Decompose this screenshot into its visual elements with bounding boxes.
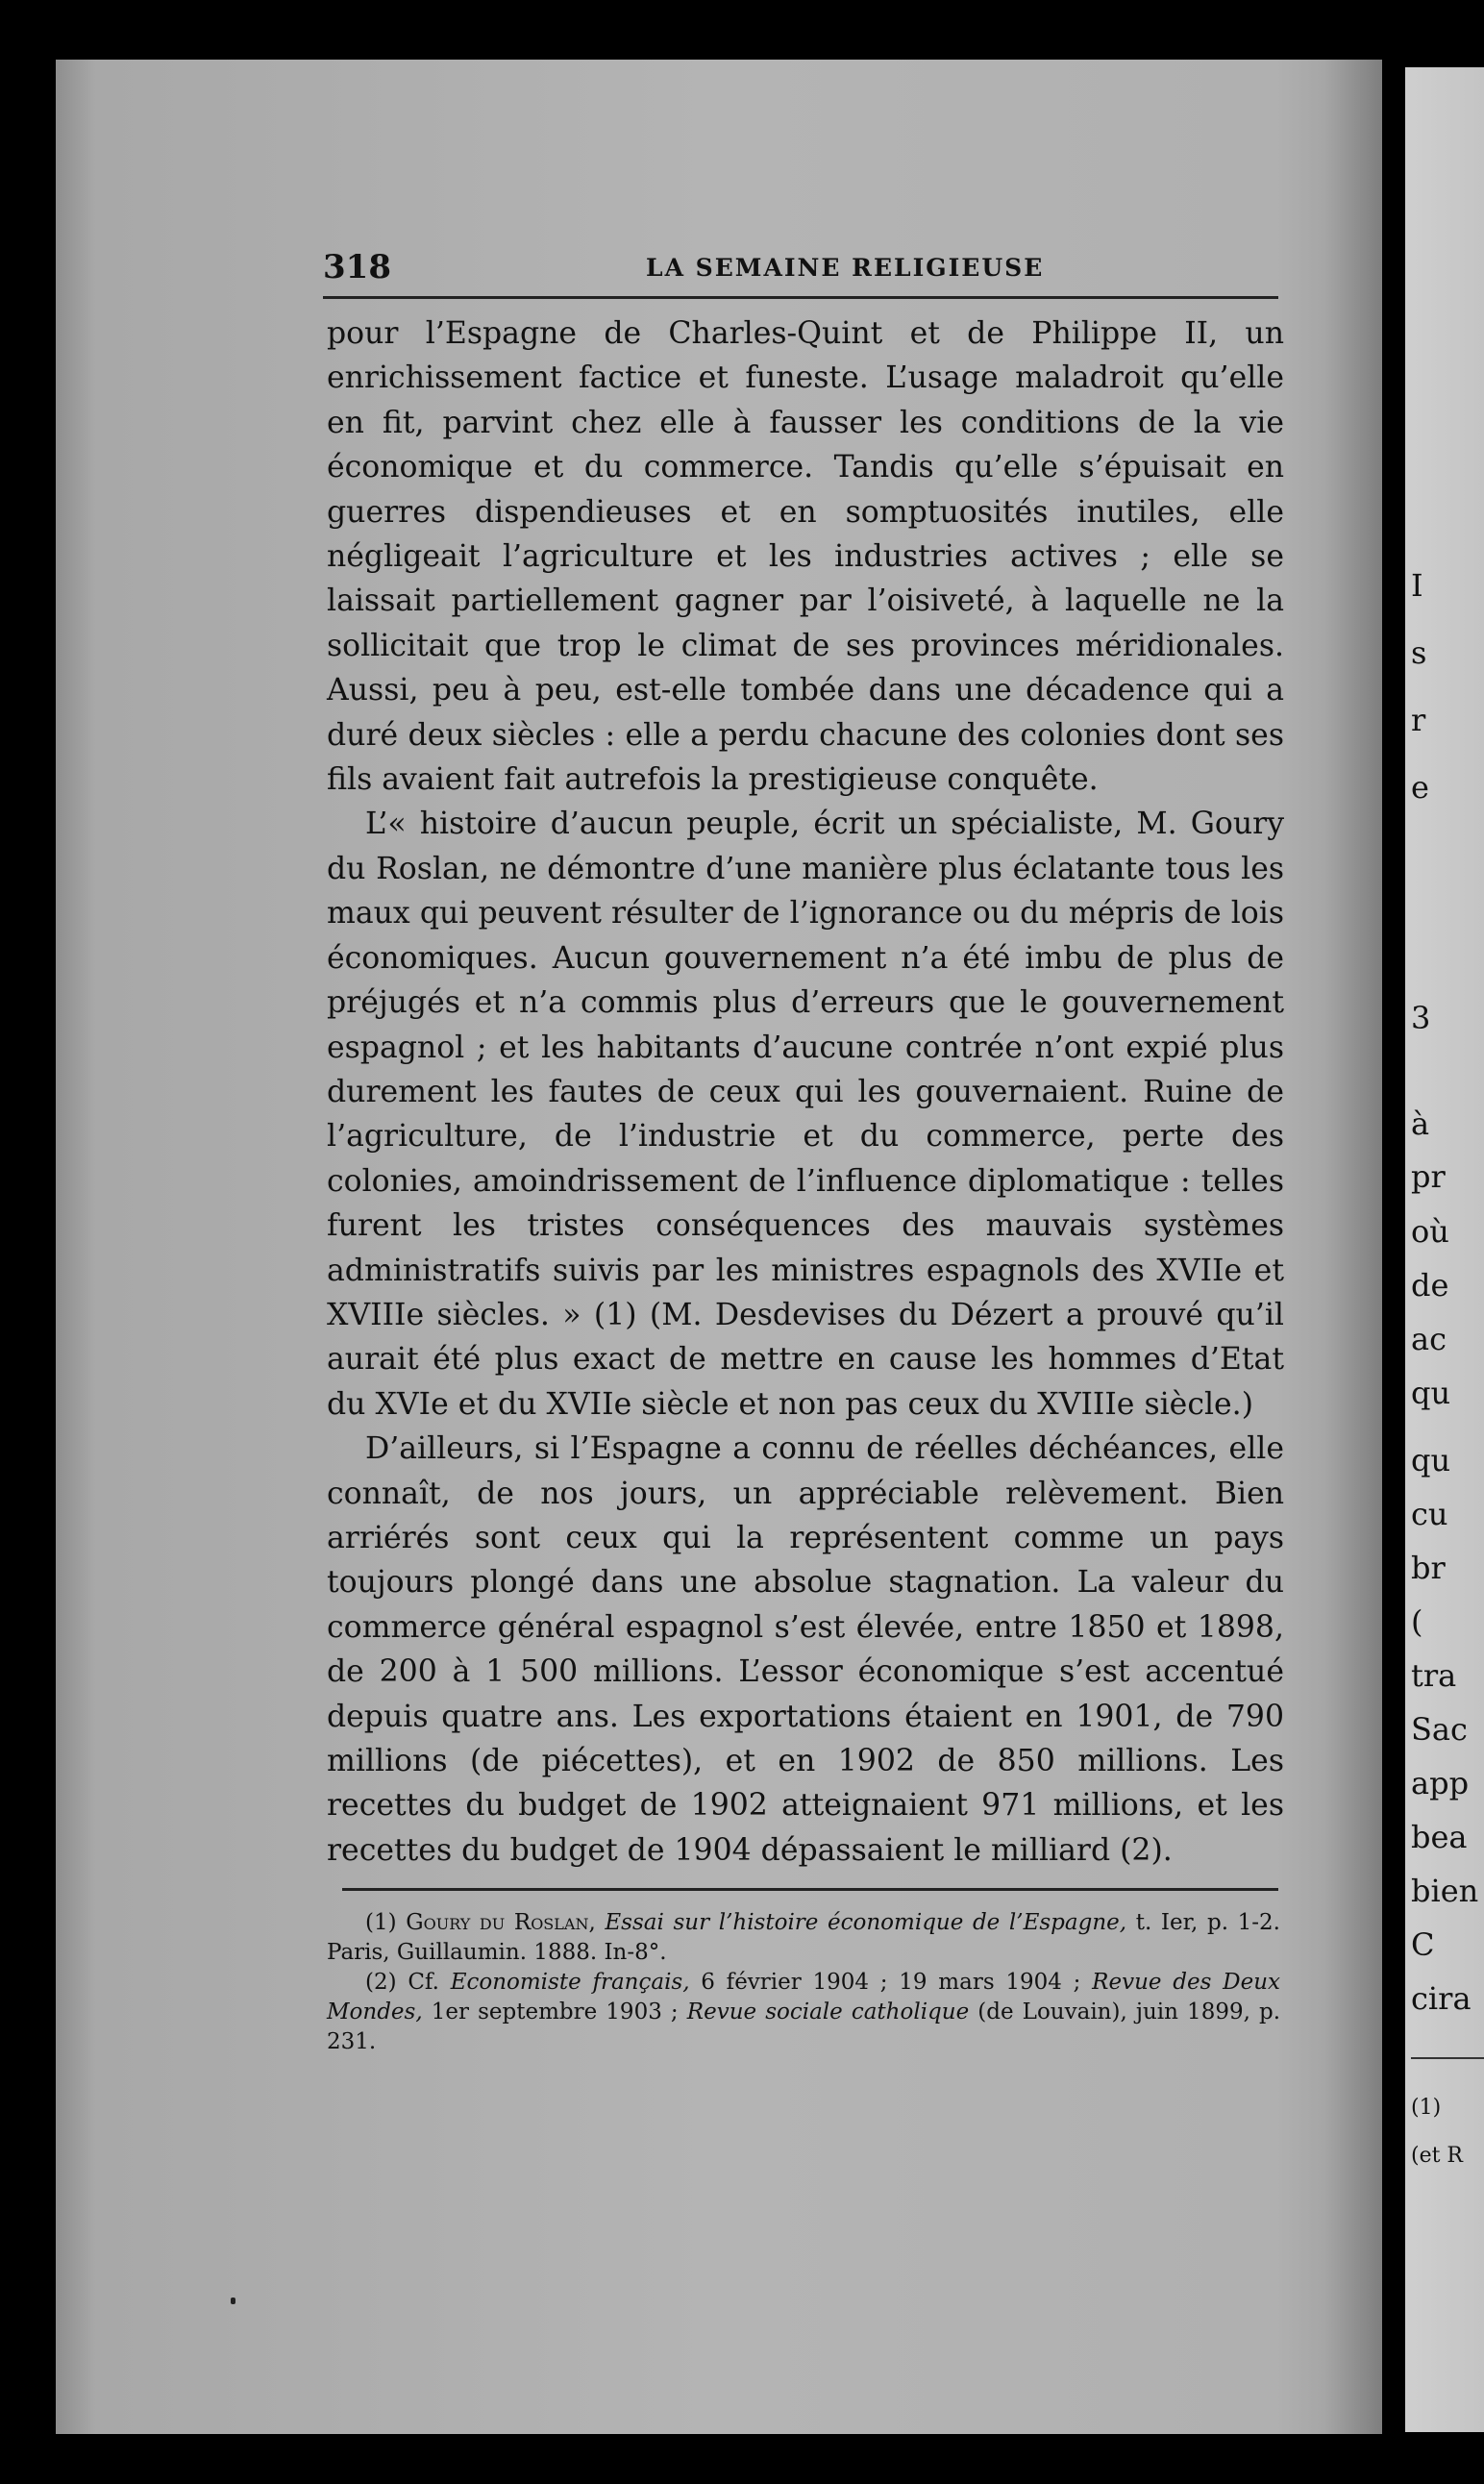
adjacent-page-fragment: s bbox=[1411, 634, 1427, 671]
running-head: LA SEMAINE RELIGIEUSE bbox=[646, 254, 1045, 282]
adjacent-page-fragment: tra bbox=[1411, 1657, 1457, 1694]
footnote-2 bbox=[327, 1968, 1280, 2057]
adjacent-page-fragment: bien bbox=[1411, 1873, 1479, 1909]
footnotes bbox=[327, 1908, 1280, 2057]
adjacent-page-fragment: br bbox=[1411, 1550, 1446, 1586]
body-text bbox=[327, 311, 1284, 1873]
footnote-2-source-3: Revue sociale catholique bbox=[686, 2000, 970, 2024]
scan-speck bbox=[231, 2298, 235, 2304]
paragraph-2: L’« histoire d’aucun peuple, écrit un spécialiste, M. Goury du Roslan, ne démontre d’une manière plus éclatante tous les maux qui peuvent résulter de l’ignorance ou du mépris de lois économiques. Aucun gouvernement n’a été imbu de plus de préjugés et n’a commis plus d’erreurs que le gouvernement espagnol ; et les habitants d’aucune contrée n’ont expié plus durement les fautes de ceux qui les gouvernaient. Ruine de l’agriculture, de l’industrie et du commerce, perte des colonies, amoindrissement de l’influence diplomatique : telles furent les tristes conséquences des mauvais systèmes administratifs suivis par les ministres espagnols des XVIIe et XVIIIe siècles. » (1) (M. Desdevises du Dézert a prouvé qu’il aurait été plus exact de mettre en cause les hommes d’Etat du XVIe et du XVIIe siècle et non pas ceux du XVIIIe siècle.) bbox=[327, 807, 1284, 1422]
adjacent-page-fragment: I bbox=[1411, 567, 1423, 604]
page-header bbox=[323, 248, 1278, 286]
footnote-2-mark: (2) Cf. bbox=[365, 1970, 439, 1995]
adjacent-page-fragment: où bbox=[1411, 1213, 1449, 1250]
paragraph-3: D’ailleurs, si l’Espagne a connu de réelles déchéances, elle connaît, de nos jours, un appréciable relèvement. Bien arriérés sont ceux qui la représentent comme un pays toujours plongé dans une absolue stagnation. La valeur du commerce général espagnol s’est élevée, entre 1850 et 1898, de 200 à 1 500 millions. L’essor économique s’est accentué depuis quatre ans. Les exportations étaient en 1901, de 790 millions (de piécettes), et en 1902 de 850 millions. Les recettes du budget de 1902 atteignaient 971 millions, et les recettes du budget de 1904 dépassaient le milliard (2). bbox=[327, 1431, 1284, 1868]
footnote-1 bbox=[327, 1908, 1280, 1968]
adjacent-page-fragment: cu bbox=[1411, 1496, 1448, 1532]
adjacent-page-fragment: ( bbox=[1411, 1603, 1423, 1640]
adjacent-page-fragment: (et R bbox=[1411, 2144, 1464, 2168]
adjacent-page-fragment: r bbox=[1411, 702, 1426, 738]
footnote-1-rest: t. Ier, p. 1-2. Paris, Guillaumin. 1888. In-8°. bbox=[327, 1910, 1280, 1965]
adjacent-page-fragment: qu bbox=[1411, 1375, 1451, 1411]
header-rule bbox=[323, 296, 1278, 299]
adjacent-page-fragment: cira bbox=[1411, 1980, 1472, 2017]
footnote-1-title: Essai sur l’histoire économique de l’Espagne, bbox=[605, 1910, 1127, 1935]
footnote-2-dates-1: 6 février 1904 ; 19 mars 1904 ; bbox=[701, 1970, 1081, 1995]
footnote-2-rest: (de Louvain), juin 1899, p. 231. bbox=[327, 2000, 1281, 2054]
adjacent-page-rule bbox=[1411, 2057, 1484, 2059]
paragraph-1: pour l’Espagne de Charles-Quint et de Philippe II, un enrichissement factice et funeste. L’usage maladroit qu’elle en fit, parvint chez elle à fausser les conditions de la vie économique et du commerce. Tandis qu’elle s’épuisait en guerres dispendieuses et en somptuosités inutiles, elle négligeait l’agriculture et les industries actives ; elle se laissait partiellement gagner par l’oisiveté, à laquelle ne la sollicitait que trop le climat de ses provinces méridionales. Aussi, peu à peu, est-elle tombée dans une décadence qui a duré deux siècles : elle a perdu chacune des colonies dont ses fils avaient fait autrefois la prestigieuse conquête. bbox=[327, 316, 1284, 798]
adjacent-page-fragment: app bbox=[1411, 1765, 1470, 1801]
footnote-2-source-1: Economiste français, bbox=[450, 1970, 690, 1995]
footnote-1-mark: (1) bbox=[365, 1910, 397, 1935]
footnote-2-dates-2: 1er septembre 1903 ; bbox=[431, 2000, 679, 2024]
adjacent-page-fragment: ac bbox=[1411, 1321, 1447, 1357]
adjacent-page-edge bbox=[1405, 67, 1484, 2432]
adjacent-page-fragment: (1) bbox=[1411, 2096, 1442, 2120]
footnote-1-author: Goury du Roslan, bbox=[406, 1910, 596, 1935]
adjacent-page-fragment: qu bbox=[1411, 1442, 1451, 1478]
adjacent-page-fragment: à bbox=[1411, 1105, 1430, 1142]
adjacent-page-fragment: pr bbox=[1411, 1158, 1446, 1195]
adjacent-page-fragment: C bbox=[1411, 1926, 1435, 1963]
adjacent-page-fragment: Sac bbox=[1411, 1711, 1468, 1748]
adjacent-page-fragment: e bbox=[1411, 769, 1429, 806]
adjacent-page-fragment: de bbox=[1411, 1267, 1449, 1304]
footnote-rule bbox=[342, 1888, 1278, 1891]
page-number: 318 bbox=[323, 248, 391, 286]
adjacent-page-fragment: 3 bbox=[1411, 1000, 1431, 1036]
footnote-2-source-2: Revue des Deux Mondes, bbox=[327, 1970, 1280, 2024]
adjacent-page-fragment: bea bbox=[1411, 1819, 1468, 1855]
